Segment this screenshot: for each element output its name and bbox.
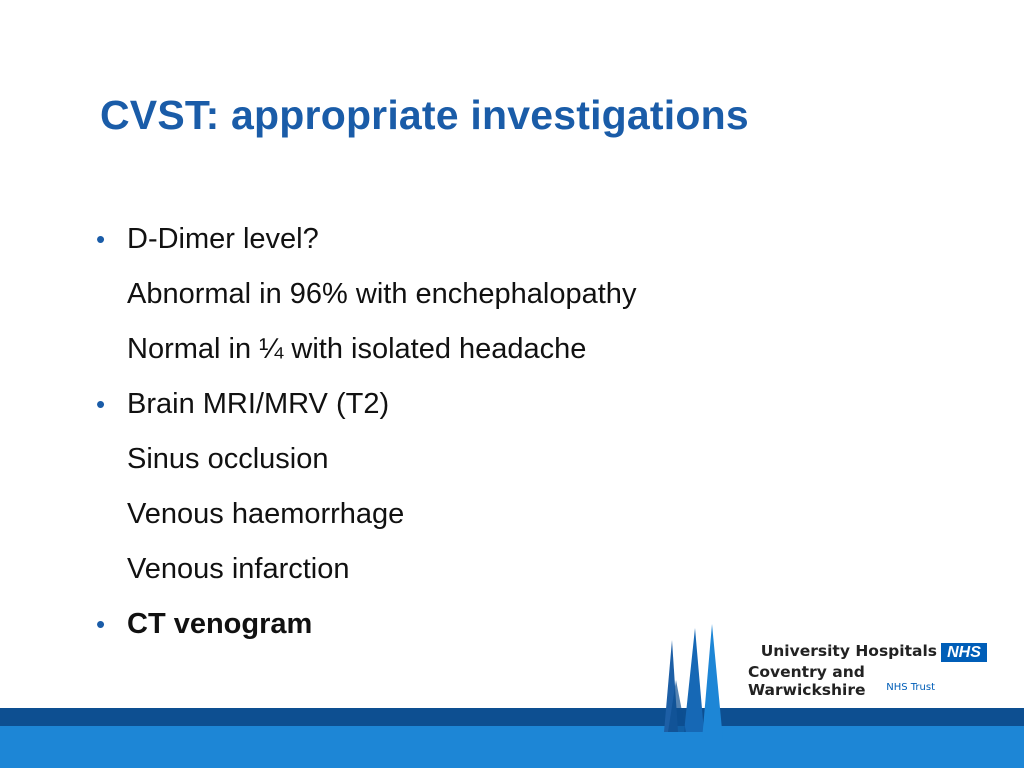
list-item-text: Venous infarction xyxy=(127,553,350,585)
bullet-list xyxy=(96,212,896,652)
bullet-marker: • xyxy=(96,609,106,639)
logo-line-2: Coventry and Warwickshire xyxy=(748,663,866,699)
bullet-marker: • xyxy=(96,224,106,254)
list-item xyxy=(96,267,896,322)
spire-right-icon xyxy=(702,624,723,740)
list-item-text: Venous haemorrhage xyxy=(127,498,405,530)
list-item-text: Sinus occlusion xyxy=(127,443,329,475)
list-item-text: D-Dimer level? xyxy=(127,223,319,255)
list-item xyxy=(96,487,896,542)
bullet-marker: • xyxy=(96,389,106,419)
slide-title: CVST: appropriate investigations xyxy=(100,92,749,138)
list-item-text: CT venogram xyxy=(127,608,313,640)
nhs-trust-logo xyxy=(748,640,993,700)
list-item-text: Normal in ¼ with isolated headache xyxy=(127,333,587,365)
list-item xyxy=(96,542,896,597)
list-item xyxy=(96,432,896,487)
nhs-badge: NHS xyxy=(941,643,987,662)
list-item xyxy=(96,212,896,267)
list-item-text: Abnormal in 96% with enchephalopathy xyxy=(127,278,637,310)
logo-line-1: University Hospitals xyxy=(760,642,937,660)
list-item-text: Brain MRI/MRV (T2) xyxy=(127,388,390,420)
logo-line-3: NHS Trust xyxy=(886,682,935,693)
spire-center-icon xyxy=(684,628,704,732)
footer-band-dark xyxy=(0,708,1024,726)
list-item xyxy=(96,322,896,377)
footer-band-light xyxy=(0,726,1024,768)
list-item xyxy=(96,377,896,432)
